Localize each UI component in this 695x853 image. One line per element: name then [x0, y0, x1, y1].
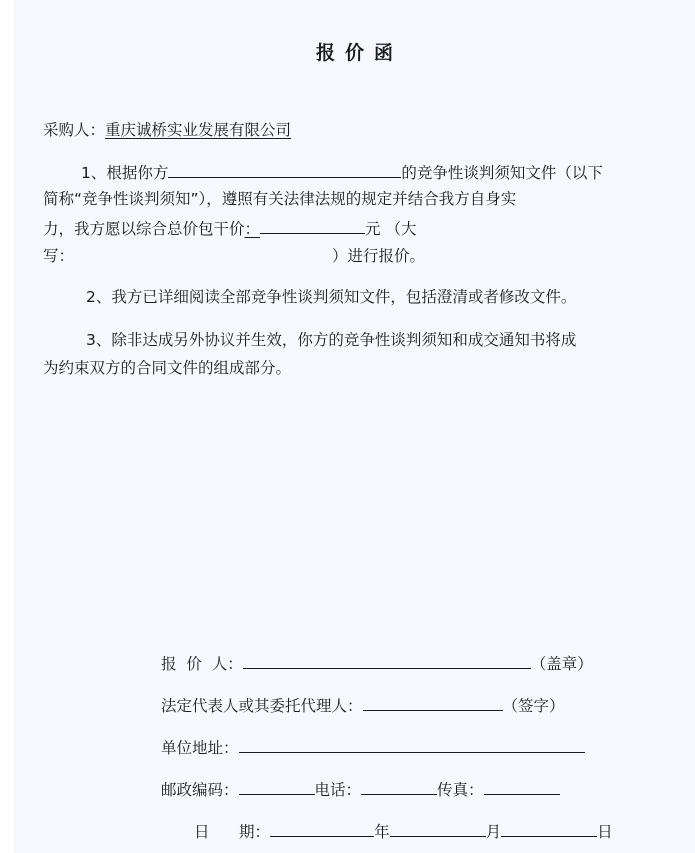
representative-suffix: （签字）	[502, 697, 565, 715]
representative-blank	[363, 694, 503, 711]
clause1-line4	[43, 245, 425, 266]
clause2-line: 2、我方已详细阅读全部竞争性谈判须知文件，包括澄清或者修改文件。	[86, 288, 577, 306]
clause1-line3b: ：	[244, 220, 261, 238]
clause1-part2: 的竞争性谈判须知文件（以下	[401, 164, 603, 182]
bidder-suffix: （盖章）	[530, 655, 593, 673]
document-title	[14, 38, 695, 65]
month-label: 月	[485, 823, 502, 841]
phone-blank	[361, 778, 437, 795]
month-blank	[390, 820, 486, 837]
fax-label: 传真：	[437, 781, 484, 799]
clause1-part1: 1、根据你方	[81, 164, 169, 182]
title-char-1: 报	[315, 42, 335, 64]
postcode-blank	[239, 778, 315, 795]
clause1-line3a: 力，我方愿以综合总价包干价	[43, 220, 245, 238]
bidder-label: 报 价 人：	[161, 655, 243, 673]
purchaser-line	[43, 120, 291, 140]
purchaser-label: 采购人：	[43, 121, 106, 139]
clause1-line4b: ）进行报价。	[332, 247, 426, 265]
clause3-line1: 3、除非达成另外协议并生效，你方的竞争性谈判须知和成交通知书将成	[86, 331, 577, 349]
year-label: 年	[374, 823, 390, 841]
address-blank	[239, 736, 585, 753]
postcode-label: 邮政编码：	[161, 781, 239, 799]
document-page	[14, 0, 695, 853]
clause3-line2: 为约束双方的合同文件的组成部分。	[43, 359, 292, 377]
date-label: 日 期：	[194, 823, 271, 841]
address-label: 单位地址：	[161, 739, 239, 757]
title-char-2: 价	[344, 42, 364, 64]
year-blank	[270, 820, 374, 837]
bidder-blank	[243, 652, 531, 669]
contact-line	[161, 778, 560, 800]
address-line	[161, 736, 585, 758]
day-label: 日	[597, 823, 613, 841]
representative-label: 法定代表人或其委托代理人：	[161, 697, 363, 715]
fax-blank	[484, 778, 560, 795]
clause1-line1	[81, 161, 603, 183]
bidder-line	[161, 652, 593, 674]
clause1-line3c: 元 （大	[365, 220, 417, 238]
clause1-line2: 简称“竞争性谈判须知”），遵照有关法律法规的规定并结合我方自身实	[43, 190, 517, 208]
supplier-blank	[168, 161, 401, 178]
phone-label: 电话：	[314, 781, 362, 799]
clause1-line4a: 写：	[43, 247, 75, 265]
title-char-3: 函	[374, 42, 394, 64]
clause1-line3	[43, 217, 416, 239]
date-line	[194, 820, 613, 842]
capital-amount-blank	[74, 245, 332, 261]
representative-line	[161, 694, 565, 716]
purchaser-name: 重庆诚桥实业发展有限公司	[105, 121, 292, 139]
day-blank	[501, 820, 597, 837]
price-blank	[260, 217, 365, 234]
